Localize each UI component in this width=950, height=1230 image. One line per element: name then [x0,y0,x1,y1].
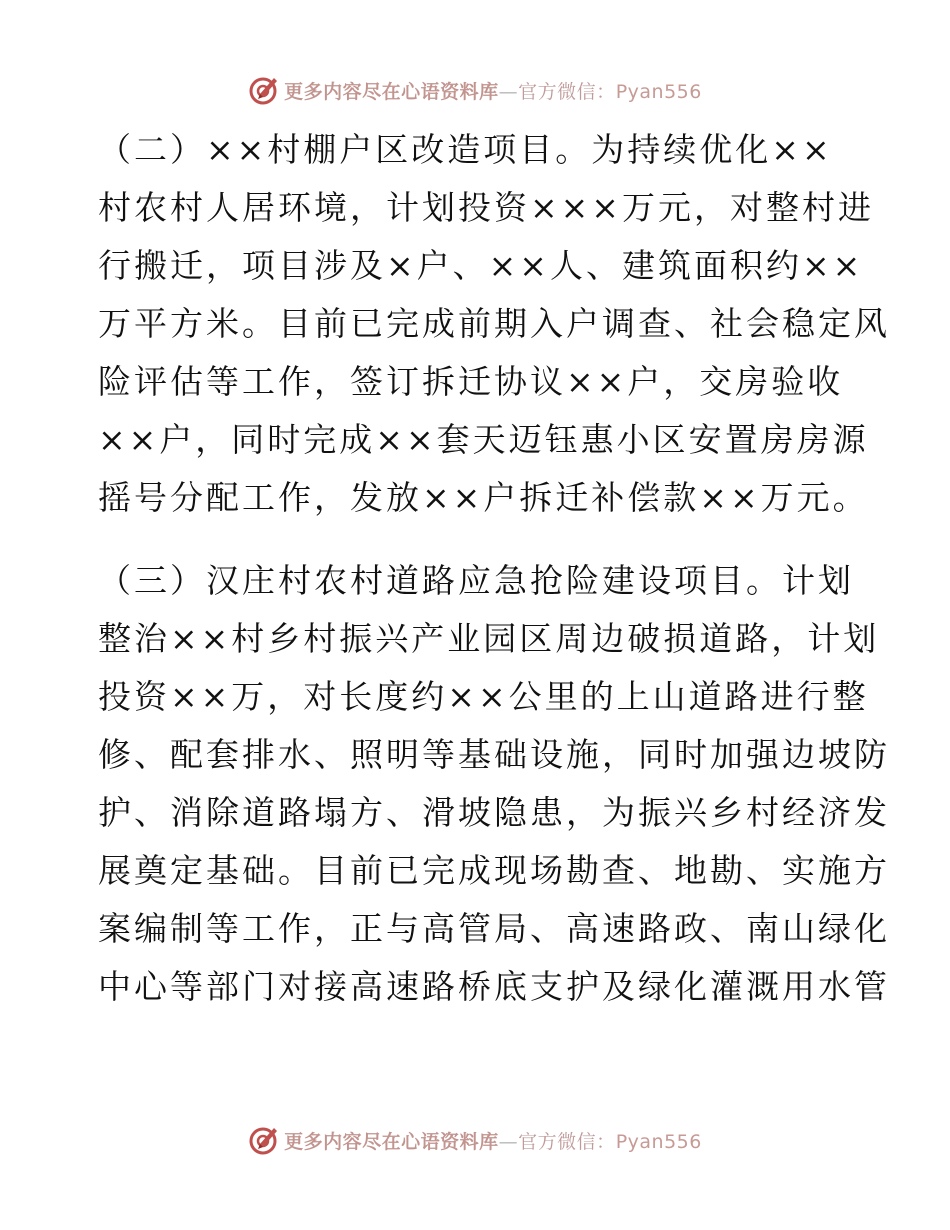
paragraph-3 [98,552,890,1016]
text-line: 修、配套排水、照明等基础设施，同时加强边坡防 [98,735,890,774]
text-line: 中心等部门对接高速路桥底支护及绿化灌溉用水管 [98,967,890,1006]
text-line: 展奠定基础。目前已完成现场勘查、地勘、实施方 [98,851,890,890]
pen-logo-icon [248,74,280,106]
watermark-wechat-id: Pyan556 [615,1130,702,1153]
watermark-wechat-label: 官方微信： [518,80,616,103]
text-line: （二）××村棚户区改造项目。为持续优化×× [98,130,833,169]
text-line: 险评估等工作，签订拆迁协议××户，交房验收 [98,362,844,401]
paragraph-2 [98,121,890,527]
pen-logo-icon [248,1124,280,1156]
footer-watermark [0,1120,950,1160]
text-line: 投资××万，对长度约××公里的上山道路进行整 [98,677,869,716]
header-watermark [0,70,950,110]
watermark-text [284,1127,702,1154]
text-line: ××户，同时完成××套天迈钰惠小区安置房房源 [98,420,869,459]
watermark-wechat-id: Pyan556 [615,80,702,103]
text-line: 案编制等工作，正与高管局、高速路政、南山绿化 [98,909,890,948]
watermark-brand: 更多内容尽在心语资料库 [284,1130,499,1153]
text-line: 万平方米。目前已完成前期入户调查、社会稳定风 [98,304,890,343]
watermark-brand: 更多内容尽在心语资料库 [284,80,499,103]
text-line: 护、消除道路塌方、滑坡隐患，为振兴乡村经济发 [98,793,890,832]
document-body [98,121,890,1041]
text-line: 村农村人居环境，计划投资×××万元，对整村进 [98,188,874,227]
text-line: 行搬迁，项目涉及×户、××人、建筑面积约×× [98,246,864,285]
watermark-text [284,77,702,104]
watermark-wechat-label: 官方微信： [518,1130,616,1153]
text-line: 整治××村乡村振兴产业园区周边破损道路，计划 [98,619,880,658]
watermark-separator: — [498,80,519,103]
watermark-separator: — [498,1130,519,1153]
text-line: 摇号分配工作，发放××户拆迁补偿款××万元。 [98,478,869,517]
text-line: （三）汉庄村农村道路应急抢险建设项目。计划 [98,561,854,600]
